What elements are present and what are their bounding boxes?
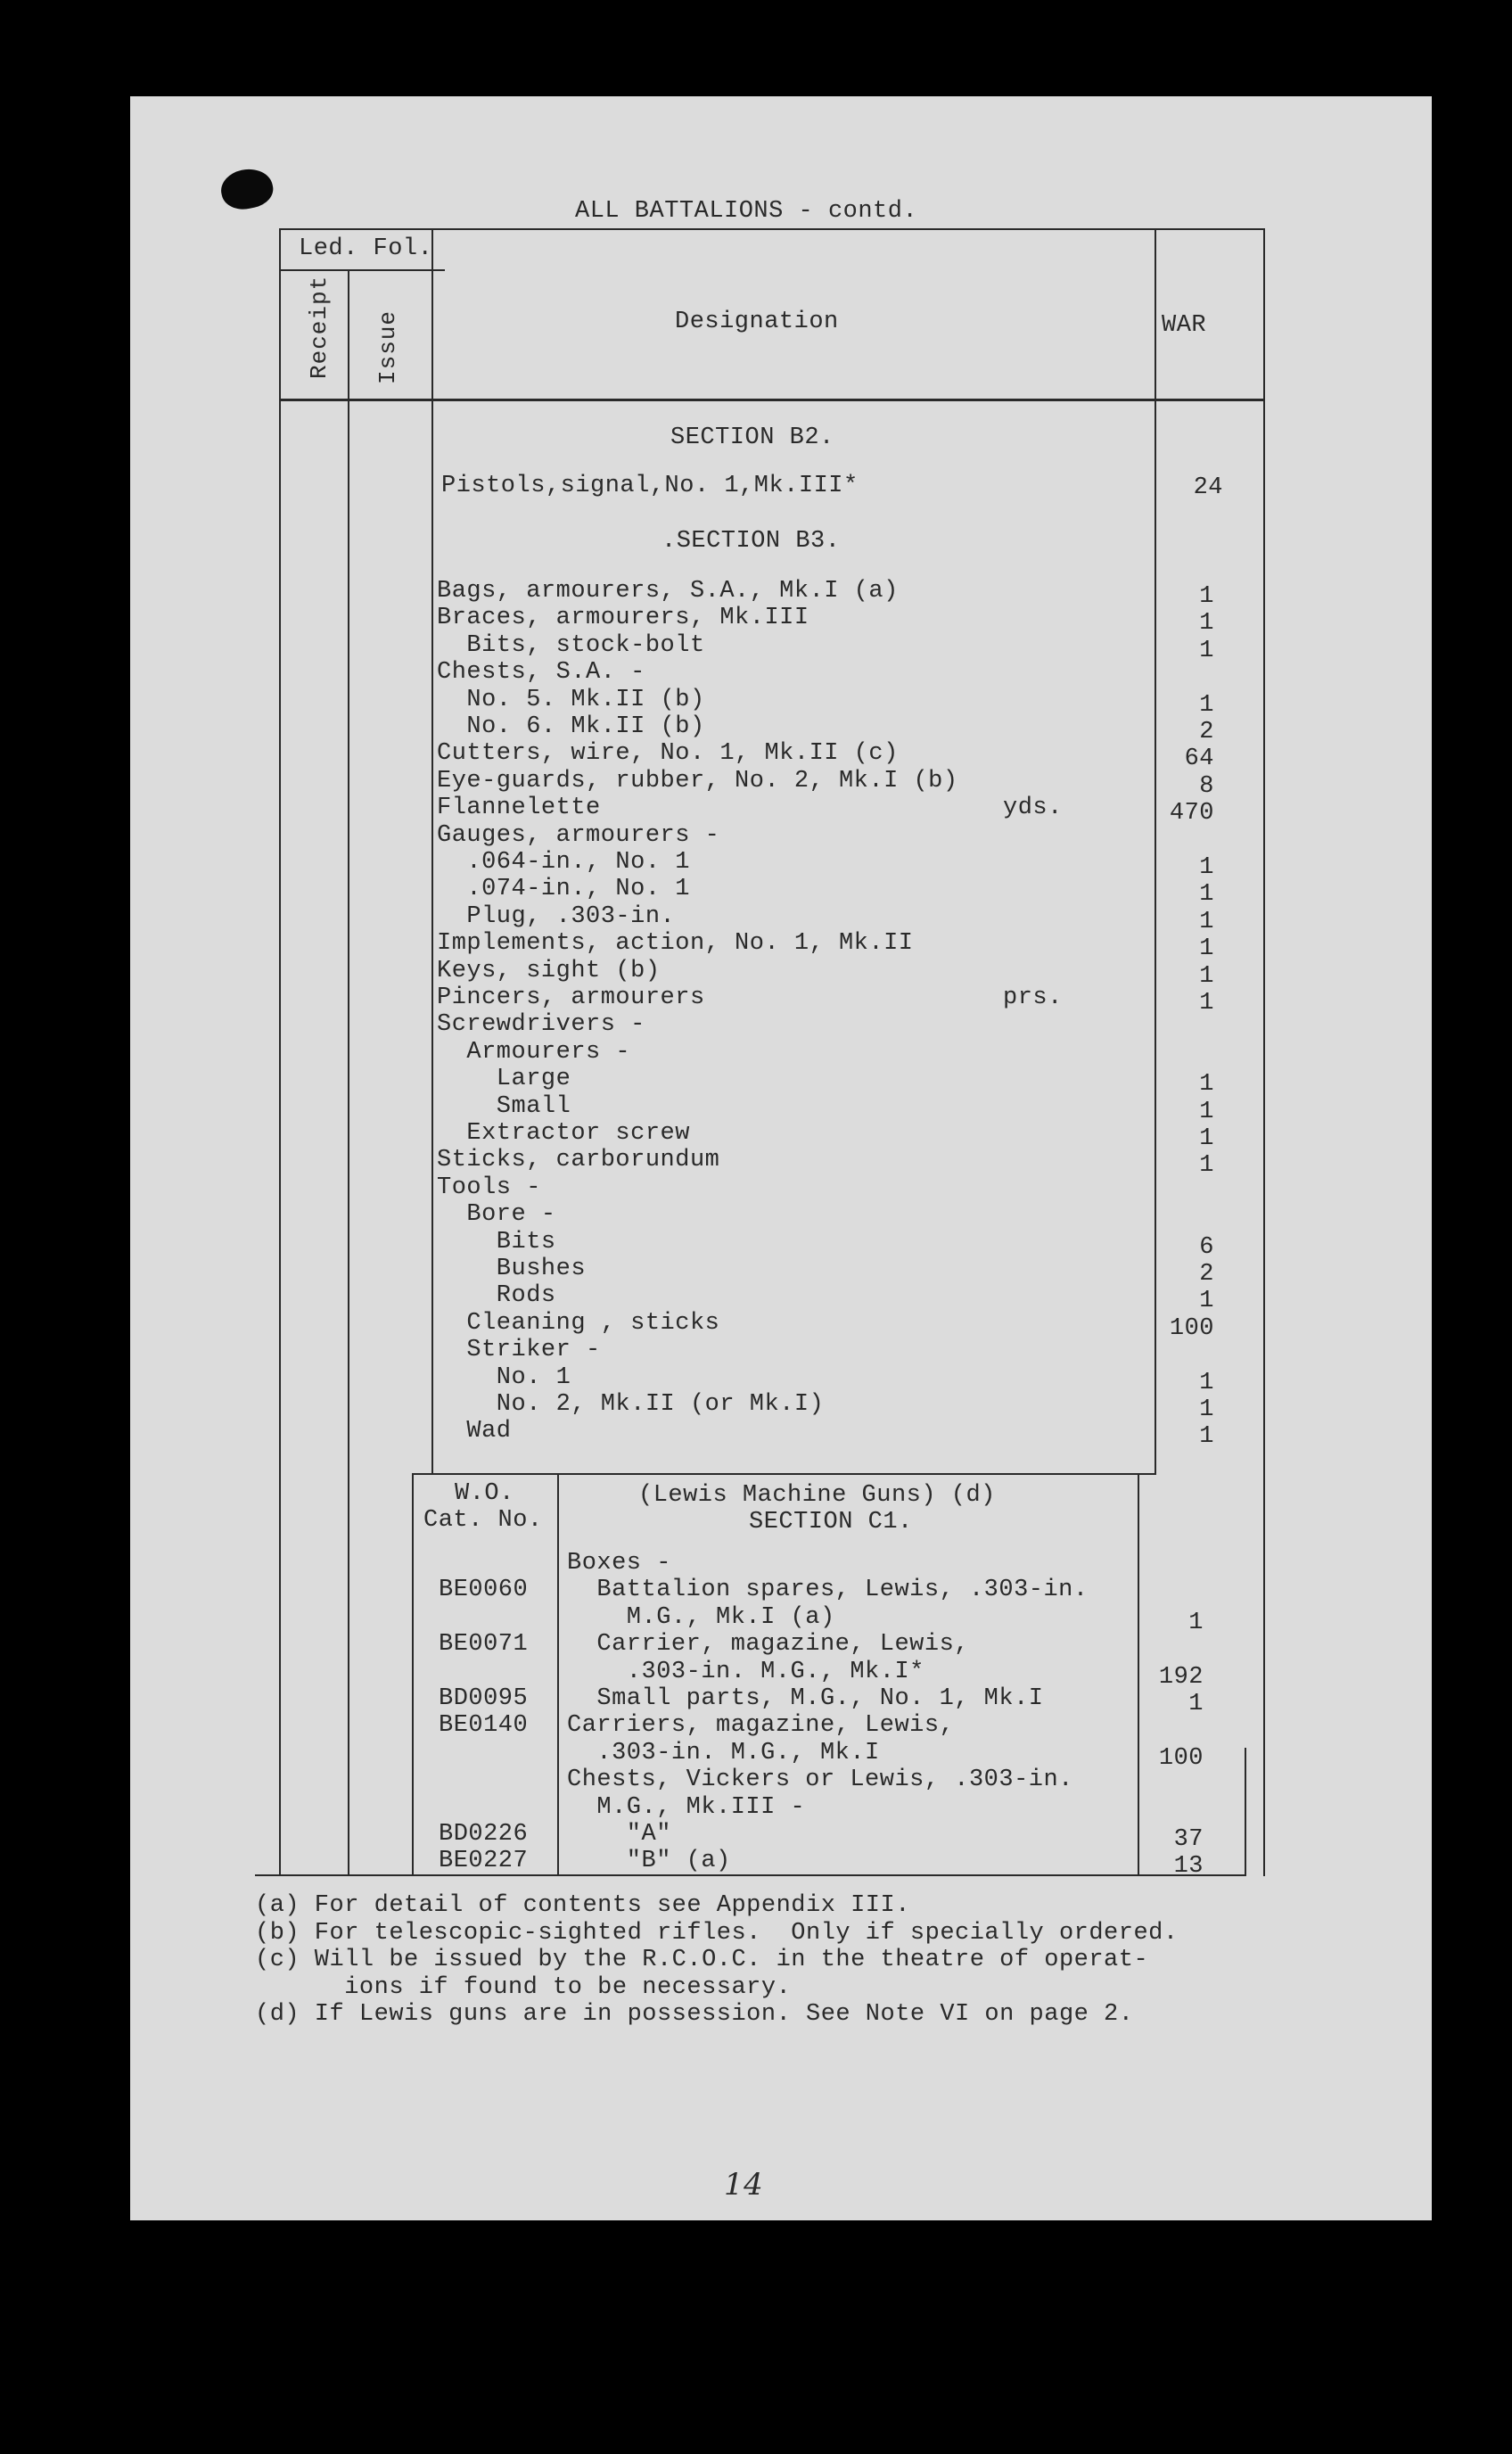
unit-label: prs. bbox=[1003, 984, 1063, 1011]
designation-left-divider bbox=[431, 228, 433, 1473]
table-row: Eye-guards, rubber, No. 2, Mk.I (b) bbox=[437, 768, 958, 795]
catno-right-divider bbox=[557, 1473, 559, 1876]
table-row: Chests, Vickers or Lewis, .303-in. bbox=[567, 1766, 1073, 1793]
table-row: .064-in., No. 1 bbox=[437, 849, 690, 876]
catalogue-number: BE0227 bbox=[439, 1848, 529, 1874]
table-bottom-border bbox=[255, 1874, 1246, 1876]
war-value: 1 bbox=[1199, 583, 1214, 610]
table-row: No. 5. Mk.II (b) bbox=[437, 687, 705, 713]
table-top-border bbox=[279, 228, 1265, 230]
war-value: 2 bbox=[1199, 1261, 1214, 1288]
table-row: Bushes bbox=[437, 1256, 587, 1282]
table-row: Sticks, carborundum bbox=[437, 1147, 720, 1173]
war-value: 1 bbox=[1199, 1071, 1214, 1098]
war-value: 1 bbox=[1199, 1125, 1214, 1152]
receipt-issue-divider bbox=[348, 269, 349, 1876]
war-value: 1 bbox=[1199, 1288, 1214, 1314]
catalogue-number: BE0140 bbox=[439, 1712, 529, 1739]
designation-header: Designation bbox=[675, 309, 839, 335]
war-value: 100 bbox=[1158, 1745, 1204, 1772]
war-value: 1 bbox=[1199, 935, 1214, 962]
footnote: (d) If Lewis guns are in possession. See Note VI on page 2. bbox=[255, 2001, 1134, 2028]
table-row: Plug, .303-in. bbox=[437, 903, 676, 930]
table-row: Rods bbox=[437, 1282, 556, 1309]
table-row: .303-in. M.G., Mk.I bbox=[567, 1740, 880, 1766]
table-row: Battalion spares, Lewis, .303-in. bbox=[567, 1577, 1089, 1603]
table-row: Pincers, armourers bbox=[437, 984, 705, 1011]
page-header: ALL BATTALIONS - contd. bbox=[575, 198, 918, 225]
war-value: 1 bbox=[1199, 1396, 1214, 1423]
war-value: 1 bbox=[1199, 1370, 1214, 1396]
war-value: 6 bbox=[1199, 1234, 1214, 1261]
war-value: 1 bbox=[1188, 1691, 1204, 1717]
war-value: 1 bbox=[1199, 1423, 1214, 1450]
c1-top-rule bbox=[412, 1473, 1156, 1475]
war-value: 470 bbox=[1169, 800, 1214, 827]
table-row: Cleaning , sticks bbox=[437, 1310, 720, 1337]
table-row: No. 2, Mk.II (or Mk.I) bbox=[437, 1391, 825, 1418]
war-value: 1 bbox=[1199, 990, 1214, 1017]
war-value: 1 bbox=[1199, 692, 1214, 719]
war-value: 192 bbox=[1158, 1664, 1204, 1691]
header-bottom-rule bbox=[279, 399, 1265, 401]
table-row: M.G., Mk.I (a) bbox=[567, 1604, 835, 1631]
table-row: Chests, S.A. - bbox=[437, 659, 645, 686]
table-row: No. 6. Mk.II (b) bbox=[437, 713, 705, 740]
table-row: Tools - bbox=[437, 1174, 541, 1201]
table-row: Bags, armourers, S.A., Mk.I (a) bbox=[437, 578, 899, 605]
table-row: .074-in., No. 1 bbox=[437, 876, 690, 902]
catalogue-number: BD0095 bbox=[439, 1685, 529, 1712]
table-row: Boxes - bbox=[567, 1550, 671, 1577]
footnote: (a) For detail of contents see Appendix III. bbox=[255, 1892, 910, 1919]
table-row: Keys, sight (b) bbox=[437, 958, 661, 984]
section-b3-heading: .SECTION B3. bbox=[662, 528, 841, 555]
table-row: "A" bbox=[567, 1821, 671, 1848]
table-row: Armourers - bbox=[437, 1039, 631, 1066]
table-row: Striker - bbox=[437, 1337, 601, 1363]
war-value: 1 bbox=[1199, 1152, 1214, 1179]
war-value: 100 bbox=[1169, 1315, 1214, 1342]
table-row: Large bbox=[437, 1066, 571, 1092]
war-value: 1 bbox=[1199, 909, 1214, 935]
catno-header-line1: W.O. bbox=[455, 1480, 514, 1507]
war-value: 2 bbox=[1199, 719, 1214, 745]
war-lower-left-divider bbox=[1138, 1473, 1139, 1876]
war-value: 1 bbox=[1199, 610, 1214, 637]
led-fol-header: Led. Fol. bbox=[299, 235, 433, 262]
table-left-border bbox=[279, 228, 281, 1876]
table-row: No. 1 bbox=[437, 1364, 571, 1391]
catno-left-divider bbox=[412, 1473, 414, 1876]
catalogue-number: BD0226 bbox=[439, 1821, 529, 1848]
table-row: Bits, stock-bolt bbox=[437, 632, 705, 659]
table-row: .303-in. M.G., Mk.I* bbox=[567, 1659, 924, 1685]
war-value: 1 bbox=[1199, 854, 1214, 881]
war-value: 64 bbox=[1184, 745, 1214, 772]
war-value: 1 bbox=[1188, 1610, 1204, 1636]
table-row: Small bbox=[437, 1093, 571, 1120]
section-c1-heading-line1: (Lewis Machine Guns) (d) bbox=[638, 1482, 996, 1509]
table-row: Bits bbox=[437, 1229, 556, 1256]
table-row: Carrier, magazine, Lewis, bbox=[567, 1631, 969, 1658]
war-value: 13 bbox=[1173, 1853, 1204, 1880]
war-value: 1 bbox=[1199, 881, 1214, 908]
table-row: Wad bbox=[437, 1418, 512, 1445]
war-header: WAR bbox=[1162, 312, 1207, 339]
war-value: 1 bbox=[1199, 638, 1214, 664]
war-value: 8 bbox=[1199, 773, 1214, 800]
footnote: ions if found to be necessary. bbox=[255, 1974, 792, 2001]
war-value: 37 bbox=[1173, 1826, 1204, 1853]
table-right-border bbox=[1263, 228, 1265, 1876]
led-fol-rule bbox=[279, 269, 445, 271]
table-row: Bore - bbox=[437, 1201, 556, 1228]
table-row: Carriers, magazine, Lewis, bbox=[567, 1712, 955, 1739]
table-row: Cutters, wire, No. 1, Mk.II (c) bbox=[437, 740, 899, 767]
section-b2-heading: SECTION B2. bbox=[670, 424, 834, 451]
table-row: Braces, armourers, Mk.III bbox=[437, 605, 809, 631]
footnote: (c) Will be issued by the R.C.O.C. in the theatre of operat- bbox=[255, 1947, 1149, 1973]
table-row: Flannelette bbox=[437, 795, 601, 821]
footnote: (b) For telescopic-sighted rifles. Only if specially ordered. bbox=[255, 1920, 1179, 1947]
table-row: Pistols,signal,No. 1,Mk.III* bbox=[441, 473, 859, 499]
table-row: "B" (a) bbox=[567, 1848, 731, 1874]
table-row: Screwdrivers - bbox=[437, 1011, 645, 1038]
table-row: Extractor screw bbox=[437, 1120, 690, 1147]
catalogue-number: BE0060 bbox=[439, 1577, 529, 1603]
issue-header: Issue bbox=[374, 309, 401, 384]
catalogue-number: BE0071 bbox=[439, 1631, 529, 1658]
catno-header-line2: Cat. No. bbox=[423, 1507, 543, 1534]
war-lower-right-divider bbox=[1245, 1748, 1246, 1876]
war-value: 24 bbox=[1193, 474, 1223, 501]
war-left-divider bbox=[1155, 228, 1156, 1475]
war-value: 1 bbox=[1199, 963, 1214, 990]
table-row: Implements, action, No. 1, Mk.II bbox=[437, 930, 914, 957]
table-row: Small parts, M.G., No. 1, Mk.I bbox=[567, 1685, 1044, 1712]
table-row: Gauges, armourers - bbox=[437, 822, 720, 849]
page-number: 14 bbox=[724, 2167, 764, 2203]
table-row: M.G., Mk.III - bbox=[567, 1794, 806, 1821]
receipt-header: Receipt bbox=[306, 275, 333, 379]
section-c1-heading-line2: SECTION C1. bbox=[749, 1509, 913, 1536]
unit-label: yds. bbox=[1003, 795, 1063, 821]
war-value: 1 bbox=[1199, 1099, 1214, 1125]
